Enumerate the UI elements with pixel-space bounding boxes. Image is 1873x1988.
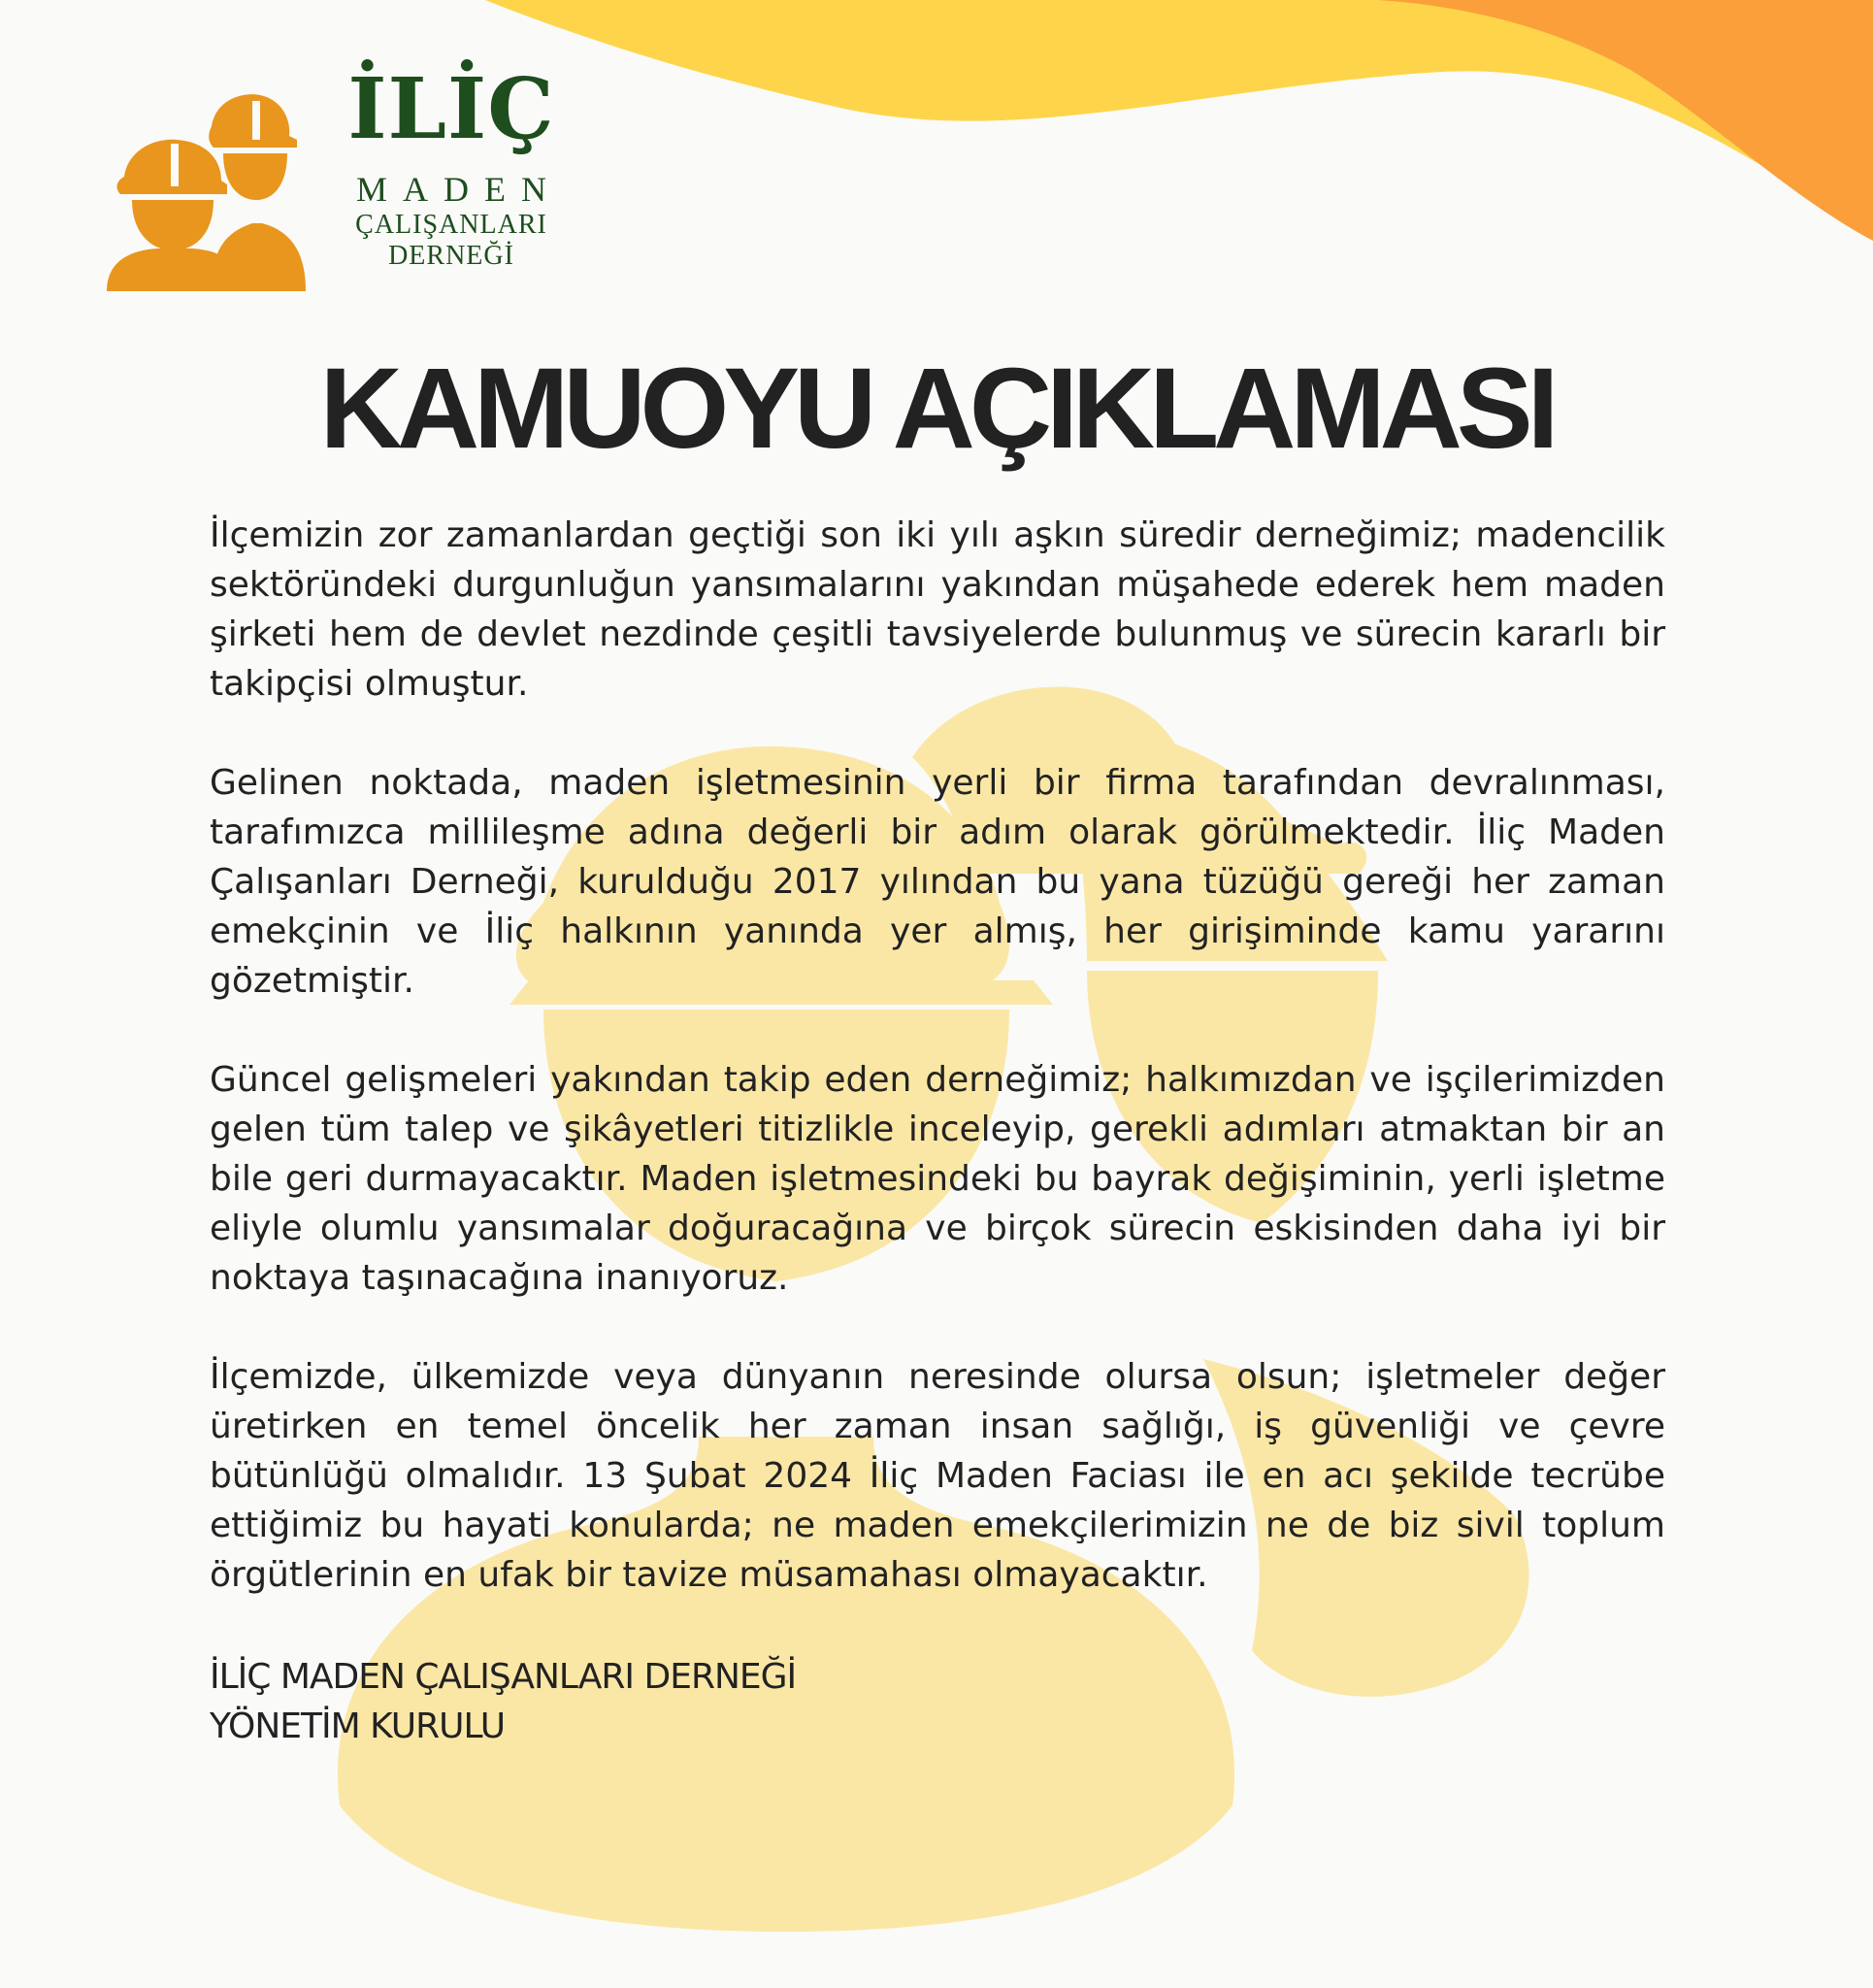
paragraph-4: İlçemizde, ülkemizde veya dünyanın neresinde olursa olsun; işletmeler değer üretirken en temel öncelik her zaman insan sağlığı, iş güvenliği ve çevre bütünlüğü olmalıdır. 13 Şubat 2024 İliç Maden Faciası ile en acı şekilde tecrübe ettiğimiz bu hayati konularda; ne maden emekçilerimizin ne de biz sivil toplum örgütlerinin en ufak bir tavize müsamahası olmayacaktır. xyxy=(210,1357,1665,1595)
paragraph-3: Güncel gelişmeleri yakından takip eden derneğimiz; halkımızdan ve işçilerimizden gelen tüm talep ve şikâyetleri titizlikle inceleyip, gerekli adımları atmaktan bir an bile geri durmayacaktır. Maden işletmesindeki bu bayrak değişiminin, yerli işletme eliyle olumlu yansımalar doğuracağına ve birçok sürecin eskisinden daha iyi bir noktaya taşınacağına inanıyoruz. xyxy=(210,1060,1665,1298)
miners-helmet-icon xyxy=(107,87,320,291)
signature-organization: İLİÇ MADEN ÇALIŞANLARI DERNEĞİ xyxy=(210,1657,797,1697)
logo-subtitle-maden: MADEN xyxy=(356,170,562,209)
statement-body xyxy=(210,511,1665,1649)
signature-block xyxy=(210,1652,796,1751)
logo-text xyxy=(325,60,577,272)
signature-board: YÖNETİM KURULU xyxy=(210,1706,506,1746)
page-title: KAMUOYU AÇIKLAMASI xyxy=(319,345,1554,473)
paragraph-2: Gelinen noktada, maden işletmesinin yerli bir firma tarafından devralınması, tarafımızca millileşme adına değerli bir adım olarak görülmektedir. İliç Maden Çalışanları Derneği, kurulduğu 2017 yılından bu yana tüzüğü gereği her zaman emekçinin ve İliç halkının yanında yer almış, her girişiminde kamu yararını gözetmiştir. xyxy=(210,763,1665,1001)
logo-subtitle-calisanlari: ÇALIŞANLARI xyxy=(355,210,547,240)
logo-name: İLİÇ xyxy=(347,60,555,158)
logo-subtitle-dernegi: DERNEĞİ xyxy=(388,241,514,272)
paragraph-1: İlçemizin zor zamanlardan geçtiği son iki yılı aşkın süredir derneğimiz; madencilik sektöründeki durgunluğun yansımalarını yakından müşahede ederek hem maden şirketi hem de devlet nezdinde çeşitli tavsiyelerde bulunmuş ve sürecin kararlı bir takipçisi olmuştur. xyxy=(210,515,1665,704)
